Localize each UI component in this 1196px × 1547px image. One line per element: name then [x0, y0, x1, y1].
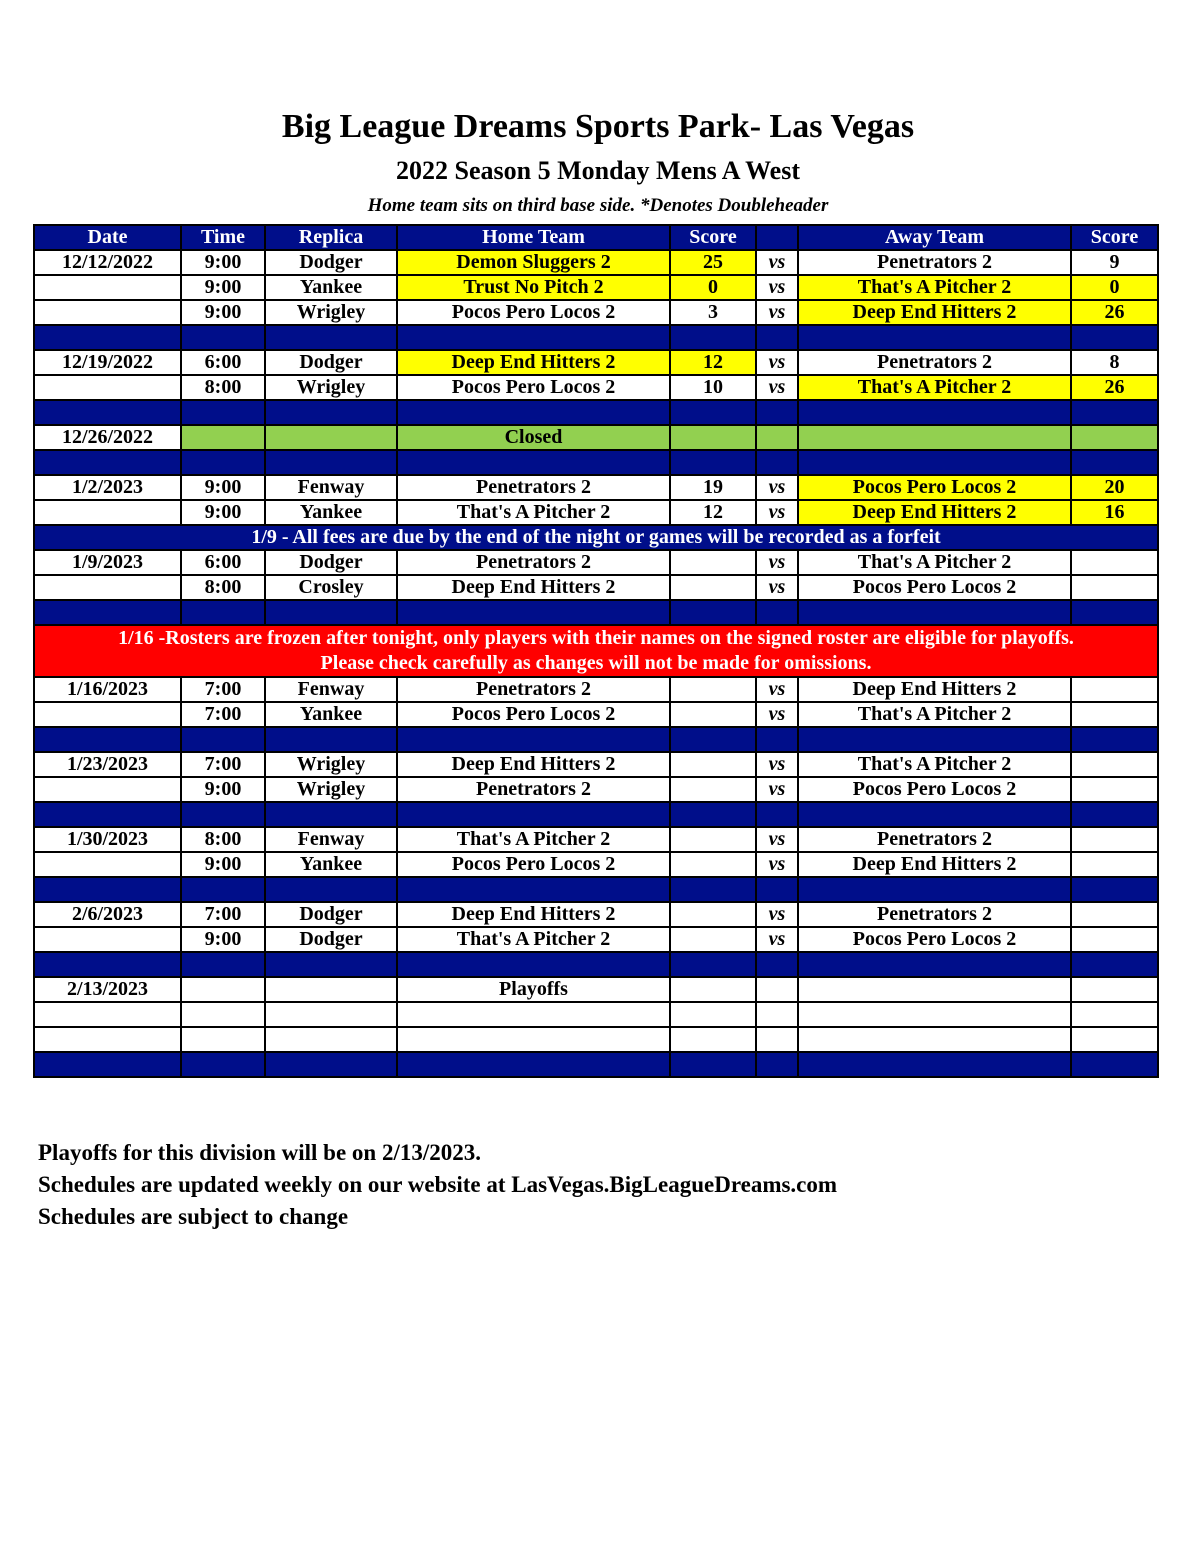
fees-notice-row: [34, 525, 1158, 550]
away-team-cell: That's A Pitcher 2: [798, 550, 1071, 575]
date-cell: [34, 852, 181, 877]
away-team-cell: That's A Pitcher 2: [798, 275, 1071, 300]
footer-change-note: Schedules are subject to change: [38, 1204, 349, 1229]
table-row: [34, 550, 1158, 575]
time-cell: 9:00: [181, 852, 265, 877]
date-cell: [34, 575, 181, 600]
away-team-cell: Penetrators 2: [798, 250, 1071, 275]
time-cell: 6:00: [181, 350, 265, 375]
table-row: [34, 677, 1158, 702]
footer-website-note: Schedules are updated weekly on our website at LasVegas.BigLeagueDreams.com: [38, 1172, 838, 1197]
separator-row: [34, 952, 1158, 977]
away-team-cell: That's A Pitcher 2: [798, 752, 1071, 777]
field-cell: Wrigley: [265, 777, 397, 802]
away-team-cell: Penetrators 2: [798, 350, 1071, 375]
away-score-cell: 9: [1071, 250, 1158, 275]
vs-cell: vs: [756, 350, 798, 375]
away-team-cell: That's A Pitcher 2: [798, 702, 1071, 727]
home-team-cell: Deep End Hitters 2: [397, 752, 670, 777]
vs-cell: vs: [756, 927, 798, 952]
date-cell: 12/26/2022: [34, 425, 181, 450]
time-cell: 9:00: [181, 300, 265, 325]
schedule-table: [33, 224, 1159, 1078]
time-cell: 9:00: [181, 250, 265, 275]
time-cell: 9:00: [181, 475, 265, 500]
table-row: [34, 575, 1158, 600]
vs-cell: vs: [756, 827, 798, 852]
home-score-cell: 25: [670, 250, 756, 275]
home-team-cell: Deep End Hitters 2: [397, 350, 670, 375]
vs-cell: vs: [756, 575, 798, 600]
table-row: [34, 927, 1158, 952]
home-team-cell: Pocos Pero Locos 2: [397, 375, 670, 400]
roster-notice-row: [34, 625, 1158, 677]
field-cell: Dodger: [265, 550, 397, 575]
footer-playoffs-note: Playoffs for this division will be on 2/13/2023.: [38, 1140, 482, 1165]
col-home-team: Home Team: [397, 225, 670, 250]
date-cell: 12/12/2022: [34, 250, 181, 275]
table-row: [34, 300, 1158, 325]
field-cell: Wrigley: [265, 752, 397, 777]
table-row: [34, 777, 1158, 802]
home-team-cell: Penetrators 2: [397, 777, 670, 802]
date-cell: [34, 777, 181, 802]
away-team-cell: That's A Pitcher 2: [798, 375, 1071, 400]
page-note: Home team sits on third base side. *Denotes Doubleheader: [367, 195, 829, 216]
away-team-cell: Deep End Hitters 2: [798, 677, 1071, 702]
col-replica: Replica: [265, 225, 397, 250]
date-cell: 1/16/2023: [34, 677, 181, 702]
away-score-cell: 26: [1071, 300, 1158, 325]
vs-cell: vs: [756, 677, 798, 702]
table-row: [34, 375, 1158, 400]
vs-cell: vs: [756, 902, 798, 927]
date-cell: 2/6/2023: [34, 902, 181, 927]
home-team-cell: Penetrators 2: [397, 677, 670, 702]
playoffs-label: Playoffs: [397, 977, 670, 1002]
field-cell: Dodger: [265, 250, 397, 275]
home-team-cell: Demon Sluggers 2: [397, 250, 670, 275]
away-score-cell: 8: [1071, 350, 1158, 375]
time-cell: 7:00: [181, 702, 265, 727]
date-cell: [34, 375, 181, 400]
away-score-cell: 0: [1071, 275, 1158, 300]
col-away-team: Away Team: [798, 225, 1071, 250]
home-score-cell: 12: [670, 350, 756, 375]
separator-row: [34, 600, 1158, 625]
empty-row: [34, 1027, 1158, 1052]
date-cell: [34, 927, 181, 952]
home-score-cell: 10: [670, 375, 756, 400]
home-score-cell: 3: [670, 300, 756, 325]
away-team-cell: Pocos Pero Locos 2: [798, 927, 1071, 952]
closed-row: [34, 425, 1158, 450]
field-cell: Dodger: [265, 927, 397, 952]
time-cell: 7:00: [181, 752, 265, 777]
home-team-cell: That's A Pitcher 2: [397, 500, 670, 525]
col-time: Time: [181, 225, 265, 250]
table-row: [34, 275, 1158, 300]
vs-cell: vs: [756, 777, 798, 802]
vs-cell: vs: [756, 702, 798, 727]
page-title: Big League Dreams Sports Park- Las Vegas: [281, 108, 915, 145]
page-subtitle: 2022 Season 5 Monday Mens A West: [395, 156, 800, 185]
vs-cell: vs: [756, 550, 798, 575]
roster-notice-line1: 1/16 -Rosters are frozen after tonight, only players with their names on the signed roster are eligible for playoffs.: [118, 627, 1074, 649]
table-row: [34, 350, 1158, 375]
table-row: [34, 250, 1158, 275]
home-team-cell: Pocos Pero Locos 2: [397, 702, 670, 727]
away-score-cell: 16: [1071, 500, 1158, 525]
separator-row: [34, 450, 1158, 475]
home-team-cell: Penetrators 2: [397, 550, 670, 575]
field-cell: Yankee: [265, 500, 397, 525]
separator-row: [34, 802, 1158, 827]
table-header: [34, 225, 1158, 250]
separator-row: [34, 325, 1158, 350]
home-team-cell: That's A Pitcher 2: [397, 827, 670, 852]
table-row: [34, 500, 1158, 525]
date-cell: 12/19/2022: [34, 350, 181, 375]
field-cell: Yankee: [265, 275, 397, 300]
home-team-cell: Deep End Hitters 2: [397, 575, 670, 600]
date-cell: [34, 300, 181, 325]
home-score-cell: 0: [670, 275, 756, 300]
away-team-cell: Deep End Hitters 2: [798, 852, 1071, 877]
home-team-cell: Penetrators 2: [397, 475, 670, 500]
empty-row: [34, 1002, 1158, 1027]
away-team-cell: Deep End Hitters 2: [798, 300, 1071, 325]
col-away-score: Score: [1071, 225, 1158, 250]
field-cell: Fenway: [265, 475, 397, 500]
date-cell: [34, 702, 181, 727]
vs-cell: vs: [756, 375, 798, 400]
separator-row: [34, 400, 1158, 425]
home-team-cell: Trust No Pitch 2: [397, 275, 670, 300]
playoffs-row: [34, 977, 1158, 1002]
col-date: Date: [34, 225, 181, 250]
time-cell: 9:00: [181, 275, 265, 300]
vs-cell: vs: [756, 852, 798, 877]
date-cell: 1/9/2023: [34, 550, 181, 575]
away-team-cell: Pocos Pero Locos 2: [798, 777, 1071, 802]
time-cell: 9:00: [181, 927, 265, 952]
date-cell: 1/23/2023: [34, 752, 181, 777]
field-cell: Yankee: [265, 702, 397, 727]
closed-label: Closed: [397, 425, 670, 450]
time-cell: 9:00: [181, 777, 265, 802]
field-cell: Wrigley: [265, 300, 397, 325]
vs-cell: vs: [756, 500, 798, 525]
time-cell: 6:00: [181, 550, 265, 575]
vs-cell: vs: [756, 250, 798, 275]
away-score-cell: 20: [1071, 475, 1158, 500]
away-team-cell: Pocos Pero Locos 2: [798, 575, 1071, 600]
away-team-cell: Deep End Hitters 2: [798, 500, 1071, 525]
vs-cell: vs: [756, 275, 798, 300]
away-team-cell: Pocos Pero Locos 2: [798, 475, 1071, 500]
table-row: [34, 902, 1158, 927]
home-team-cell: Pocos Pero Locos 2: [397, 300, 670, 325]
roster-notice-line2: Please check carefully as changes will not be made for omissions.: [320, 652, 872, 674]
away-team-cell: Penetrators 2: [798, 902, 1071, 927]
table-row: [34, 475, 1158, 500]
time-cell: 8:00: [181, 375, 265, 400]
time-cell: 7:00: [181, 902, 265, 927]
time-cell: 8:00: [181, 827, 265, 852]
field-cell: Dodger: [265, 902, 397, 927]
fees-notice: 1/9 - All fees are due by the end of the night or games will be recorded as a forfeit: [34, 525, 1158, 550]
date-cell: [34, 275, 181, 300]
table-row: [34, 827, 1158, 852]
field-cell: Fenway: [265, 677, 397, 702]
field-cell: Wrigley: [265, 375, 397, 400]
time-cell: 7:00: [181, 677, 265, 702]
col-vs: [756, 225, 798, 250]
vs-cell: vs: [756, 475, 798, 500]
field-cell: Dodger: [265, 350, 397, 375]
date-cell: 1/2/2023: [34, 475, 181, 500]
away-team-cell: Penetrators 2: [798, 827, 1071, 852]
table-row: [34, 702, 1158, 727]
col-home-score: Score: [670, 225, 756, 250]
home-score-cell: 12: [670, 500, 756, 525]
date-cell: 1/30/2023: [34, 827, 181, 852]
field-cell: Yankee: [265, 852, 397, 877]
date-cell: [34, 500, 181, 525]
time-cell: 8:00: [181, 575, 265, 600]
field-cell: Fenway: [265, 827, 397, 852]
roster-notice: [34, 625, 1158, 677]
date-cell: 2/13/2023: [34, 977, 181, 1002]
home-team-cell: Pocos Pero Locos 2: [397, 852, 670, 877]
separator-row: [34, 877, 1158, 902]
away-score-cell: 26: [1071, 375, 1158, 400]
home-team-cell: Deep End Hitters 2: [397, 902, 670, 927]
time-cell: 9:00: [181, 500, 265, 525]
table-row: [34, 852, 1158, 877]
table-row: [34, 752, 1158, 777]
vs-cell: vs: [756, 300, 798, 325]
separator-row: [34, 727, 1158, 752]
home-score-cell: 19: [670, 475, 756, 500]
vs-cell: vs: [756, 752, 798, 777]
home-team-cell: That's A Pitcher 2: [397, 927, 670, 952]
field-cell: Crosley: [265, 575, 397, 600]
separator-row: [34, 1052, 1158, 1077]
